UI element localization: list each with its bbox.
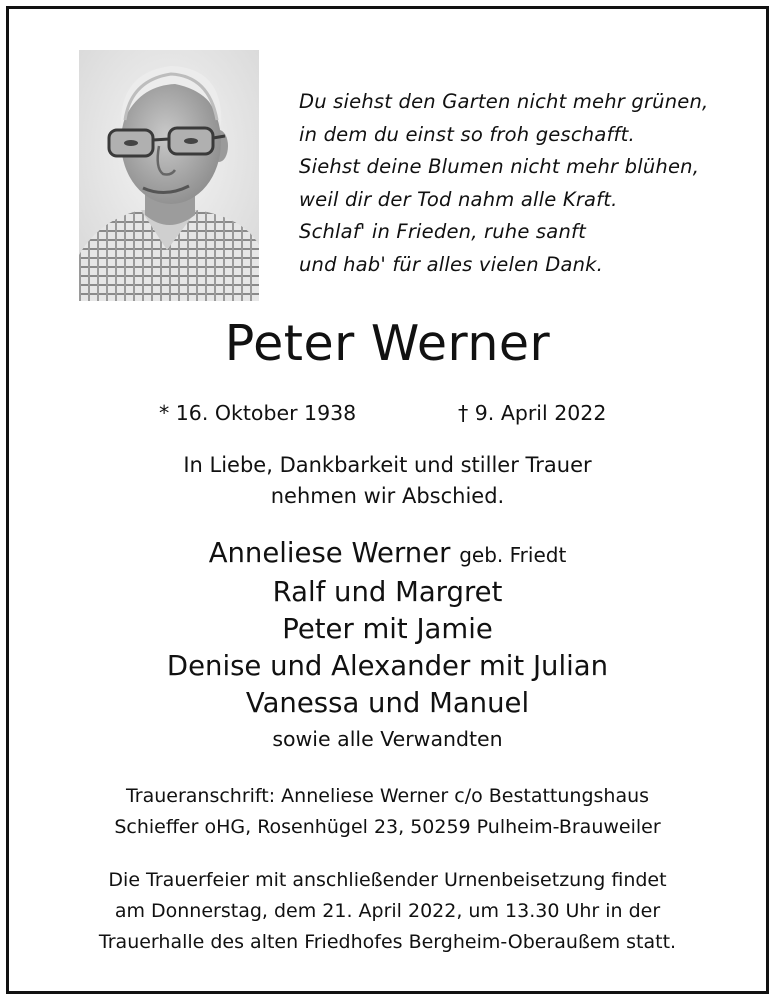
mourning-address [0, 781, 775, 843]
farewell-line: In Liebe, Dankbarkeit und stiller Trauer [183, 453, 592, 477]
poem-line: Schlaf' in Frieden, ruhe sanft [299, 220, 586, 243]
deceased-name: Peter Werner [224, 315, 551, 372]
ceremony-line: am Donnerstag, dem 21. April 2022, um 13.30 Uhr in der [114, 900, 661, 922]
mourner-family: Ralf und Margret [272, 576, 503, 608]
farewell-line: nehmen wir Abschied. [270, 484, 505, 508]
death-date: † 9. April 2022 [458, 401, 607, 425]
ceremony-line: Die Trauerfeier mit anschließender Urnenbeisetzung findet [108, 869, 667, 891]
poem-line: weil dir der Tod nahm alle Kraft. [299, 187, 618, 211]
mourner-widow [0, 535, 775, 574]
mourner-family: Denise und Alexander mit Julian [166, 650, 609, 682]
farewell-text [0, 450, 775, 512]
poem-line: Du siehst den Garten nicht mehr grünen, [299, 90, 709, 113]
widow-name: Anneliese Werner [208, 537, 451, 569]
poem-line: Siehst deine Blumen nicht mehr blühen, [299, 155, 700, 178]
mourners-list [0, 535, 775, 722]
portrait-photo [79, 50, 259, 301]
relatives-line: sowie alle Verwandten [272, 727, 503, 751]
birth-date: * 16. Oktober 1938 [159, 401, 357, 425]
mourner-family: Vanessa und Manuel [245, 687, 530, 719]
address-line: Schieffer oHG, Rosenhügel 23, 50259 Pulheim-Brauweiler [114, 816, 661, 838]
memorial-poem [299, 86, 708, 281]
poem-line: in dem du einst so froh geschafft. [299, 122, 635, 146]
mourner-family: Peter mit Jamie [282, 613, 493, 645]
ceremony-line: Trauerhalle des alten Friedhofes Bergheim-Oberaußem statt. [98, 931, 677, 953]
poem-line: und hab' für alles vielen Dank. [299, 252, 604, 276]
ceremony-info [0, 865, 775, 958]
address-line: Traueranschrift: Anneliese Werner c/o Bestattungshaus [125, 785, 650, 807]
widow-maiden-name: geb. Friedt [459, 543, 567, 567]
